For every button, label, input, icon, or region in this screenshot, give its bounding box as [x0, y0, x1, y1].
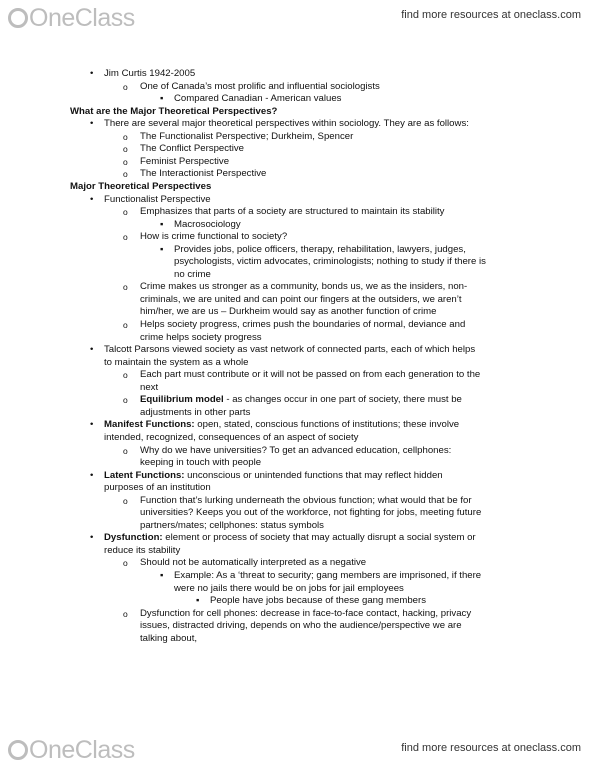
text-line — [140, 633, 197, 646]
bullet-icon: • — [90, 118, 94, 130]
text-line — [174, 244, 466, 257]
oneclass-logo-footer — [8, 736, 135, 765]
bullet-icon: o — [123, 320, 128, 330]
bullet-icon: o — [123, 232, 128, 243]
bullet-icon: ▪ — [160, 570, 164, 581]
text-line — [104, 545, 180, 558]
line-text: - as changes occur in one part of society, there must be — [223, 394, 462, 406]
bullet-icon: o — [123, 131, 128, 142]
line-text: issues, distracted driving, depends on who the audience/perspective we are — [140, 620, 462, 632]
text-line — [140, 457, 261, 470]
line-text: The Functionalist Perspective; Durkheim, Spencer — [140, 130, 354, 142]
term-label: Manifest Functions: — [104, 419, 195, 431]
bullet-icon: ▪ — [160, 243, 164, 255]
text-line — [210, 595, 426, 608]
bullet-icon: • — [90, 344, 94, 356]
line-text: Each part must contribute or it will not be passed on from each generation to the — [140, 369, 481, 381]
page-footer — [0, 734, 595, 770]
bullet-icon: o — [123, 81, 128, 92]
bullet-icon: o — [123, 370, 128, 381]
text-line — [140, 495, 472, 508]
text-line — [140, 143, 244, 156]
bullet-icon: o — [123, 445, 128, 456]
text-line — [104, 68, 195, 81]
bullet-icon: o — [123, 169, 128, 180]
section-heading — [70, 181, 211, 194]
line-text: Major Theoretical Perspectives — [70, 180, 212, 192]
line-text: Macrosociology — [174, 218, 241, 230]
text-line — [140, 231, 287, 244]
line-text: psychologists, victim advocates, criminologists; nothing to study if there is — [174, 256, 486, 268]
bullet-icon: ▪ — [196, 595, 200, 607]
text-line — [104, 344, 475, 357]
line-text: next — [140, 381, 159, 393]
line-text: Helps society progress, crimes push the boundaries of normal, deviance and — [140, 319, 466, 330]
logo-ring-icon — [8, 8, 28, 28]
line-text: Function that’s lurking underneath the obvious function; what would that be for — [140, 494, 472, 506]
line-text: open, stated, conscious functions of institutions; these involve — [194, 419, 460, 431]
text-line — [174, 570, 481, 583]
bullet-icon: o — [123, 156, 128, 167]
text-line — [140, 557, 366, 570]
text-line — [174, 219, 241, 232]
bullet-icon: o — [123, 608, 128, 619]
bullet-icon: o — [123, 144, 128, 155]
line-text: were no jails there would be on jobs for jail employees — [174, 582, 404, 594]
logo-text: OneClass — [29, 736, 135, 764]
line-text: Jim Curtis 1942-2005 — [104, 68, 196, 79]
page-header — [0, 0, 595, 36]
bullet-icon: • — [90, 532, 94, 544]
term-label: Dysfunction: — [104, 532, 163, 544]
text-line — [140, 608, 471, 621]
text-line — [140, 620, 462, 633]
line-text: Crime makes us stronger as a community, bonds us, we as the insiders, non- — [140, 281, 468, 293]
line-text: adjustments in other parts — [140, 406, 251, 418]
line-text: unconscious or unintended functions that may reflect hidden — [184, 469, 443, 481]
line-text: The Conflict Perspective — [140, 143, 244, 155]
line-text: Should not be automatically interpreted as a negative — [140, 557, 367, 569]
logo-ring-icon — [8, 740, 28, 760]
text-line — [140, 394, 462, 407]
text-line — [104, 357, 249, 370]
text-line — [140, 332, 262, 345]
bullet-icon: ▪ — [160, 218, 164, 230]
bullet-icon: • — [90, 193, 94, 205]
text-line — [104, 194, 211, 207]
text-line — [104, 470, 443, 483]
line-text: reduce its stability — [104, 544, 181, 556]
text-line — [174, 583, 404, 596]
line-text: Dysfunction for cell phones: decrease in face-to-face contact, hacking, privacy — [140, 607, 472, 619]
line-text: The Interactionist Perspective — [140, 168, 267, 180]
line-text: One of Canada’s most prolific and influential sociologists — [140, 80, 380, 92]
text-line — [140, 281, 467, 294]
line-text: universities? Keeps you out of the workforce, not fighting for jobs, meeting future — [140, 507, 482, 519]
bullet-icon: o — [123, 395, 128, 406]
text-line — [140, 294, 462, 307]
bullet-icon: • — [90, 469, 94, 481]
line-text: Compared Canadian - American values — [174, 93, 342, 105]
line-text: keeping in touch with people — [140, 457, 262, 469]
bullet-icon: o — [123, 558, 128, 569]
text-line — [104, 532, 476, 545]
line-text: Functionalist Perspective — [104, 193, 211, 205]
line-text: What are the Major Theoretical Perspectives? — [70, 105, 278, 117]
bullet-icon: o — [123, 282, 128, 293]
bullet-icon: • — [90, 419, 94, 431]
term-label: Latent Functions: — [104, 469, 185, 481]
text-line — [140, 131, 353, 144]
line-text: People have jobs because of these gang members — [210, 595, 426, 607]
text-line — [140, 520, 324, 533]
line-text: criminals, we are united and can point our fingers at the outsiders, we aren’t — [140, 293, 462, 305]
line-text: Provides jobs, police officers, therapy, rehabilitation, lawyers, judges, — [174, 243, 466, 255]
term-label: Equilibrium model — [140, 394, 224, 406]
line-text: How is crime functional to society? — [140, 231, 288, 243]
text-line — [104, 419, 459, 432]
line-text: talking about, — [140, 632, 198, 644]
line-text: There are several major theoretical perspectives within sociology. They are as follows: — [104, 118, 469, 130]
bullet-icon: ▪ — [160, 93, 164, 105]
bullet-icon: o — [123, 207, 128, 218]
text-line — [174, 269, 211, 282]
text-line — [104, 482, 211, 495]
text-line — [140, 369, 480, 382]
footer-tagline: find more resources at oneclass.com — [401, 742, 581, 754]
text-line — [140, 407, 250, 420]
text-line — [104, 118, 469, 131]
line-text: Example: As a ‘threat to security; gang members are imprisoned, if there — [174, 570, 482, 581]
text-line — [174, 256, 486, 269]
line-text: him/her, we are us – Durkheim would say as another function of crime — [140, 306, 437, 318]
text-line — [174, 93, 341, 106]
bullet-icon: • — [90, 68, 94, 79]
text-line — [140, 382, 158, 395]
line-text: purposes of an institution — [104, 482, 211, 494]
line-text: no crime — [174, 268, 211, 280]
text-line — [140, 168, 266, 181]
text-line — [104, 432, 358, 445]
line-text: Talcott Parsons viewed society as vast network of connected parts, each of which helps — [104, 344, 476, 356]
line-text: crime helps society progress — [140, 331, 262, 343]
line-text: partners/mates; cellphones: status symbols — [140, 519, 324, 531]
text-line — [140, 445, 451, 458]
logo-text: OneClass — [29, 4, 135, 32]
text-line — [140, 206, 444, 219]
text-line — [140, 319, 465, 332]
oneclass-logo — [8, 4, 135, 33]
text-line — [140, 306, 436, 319]
text-line — [140, 156, 229, 169]
bullet-icon: o — [123, 495, 128, 506]
section-heading — [70, 106, 277, 119]
line-text: intended, recognized, consequences of an aspect of society — [104, 431, 359, 443]
header-tagline: find more resources at oneclass.com — [401, 9, 581, 21]
line-text: Feminist Perspective — [140, 155, 230, 167]
line-text: element or process of society that may actually disrupt a social system or — [162, 532, 476, 544]
line-text: Emphasizes that parts of a society are structured to maintain its stability — [140, 206, 445, 218]
text-line — [140, 81, 380, 94]
line-text: Why do we have universities? To get an advanced education, cellphones: — [140, 444, 452, 456]
line-text: to maintain the system as a whole — [104, 356, 249, 368]
text-line — [140, 507, 481, 520]
